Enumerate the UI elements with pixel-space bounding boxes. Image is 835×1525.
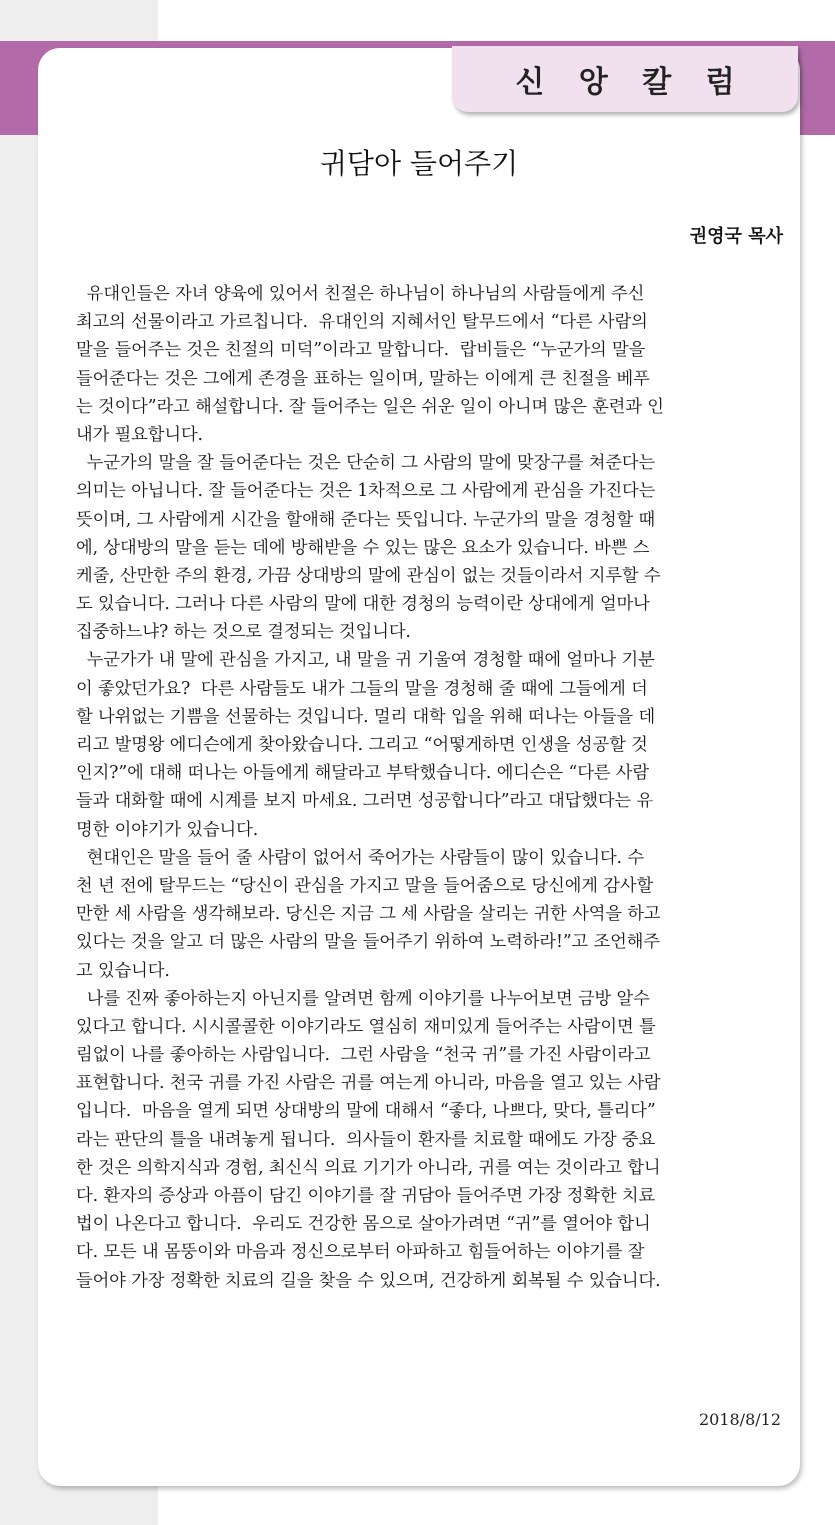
- body-line: 고 있습니다.: [76, 960, 170, 981]
- body-line: 림없이 나를 좋아하는 사람입니다. 그런 사람을 “천국 귀”를 가진 사람이라고: [76, 1045, 651, 1066]
- body-line: 천 년 전에 탈무드는 “당신이 관심을 가지고 말을 들어줌으로 당신에게 감사할: [76, 875, 654, 896]
- body-line: 유대인들은 자녀 양육에 있어서 친절은 하나님이 하나님의 사람들에게 주신: [76, 284, 645, 304]
- body-line: 들어준다는 것은 그에게 존경을 표하는 일이며, 말하는 이에게 큰 친절을 베푸: [76, 368, 650, 389]
- body-line: 들과 대화할 때에 시계를 보지 마세요. 그러면 성공합니다”라고 대답했다는 유: [76, 791, 654, 812]
- body-line: 말을 들어주는 것은 친절의 미덕”이라고 말합니다. 랍비들은 “누군가의 말을: [76, 340, 646, 361]
- body-line: 누군가가 내 말에 관심을 가지고, 내 말을 귀 기울여 경청할 때에 얼마나 기분: [76, 650, 655, 671]
- body-line: 있다고 합니다. 시시콜콜한 이야기라도 열심히 재미있게 들어주는 사람이면 틀: [76, 1016, 656, 1037]
- body-line: 현대인은 말을 들어 줄 사람이 없어서 죽어가는 사람들이 많이 있습니다. 수: [76, 847, 644, 868]
- column-category-tab: [452, 46, 798, 112]
- body-line: 입니다. 마음을 열게 되면 상대방의 말에 대해서 “좋다, 나쁘다, 맞다, 틀리다”: [76, 1101, 656, 1122]
- body-line: 만한 세 사람을 생각해보라. 당신은 지금 그 세 사람을 살리는 귀한 사역을 하고: [76, 904, 661, 925]
- body-line: 인지?”에 대해 떠나는 아들에게 해달라고 부탁했습니다. 에디슨은 “다른 사람: [76, 763, 649, 784]
- body-line: 케줄, 산만한 주의 환경, 가끔 상대방의 말에 관심이 없는 것들이라서 지루할 수: [76, 565, 661, 586]
- article-title: 귀담아 들어주기: [319, 147, 519, 180]
- body-line: 최고의 선물이라고 가르칩니다. 유대인의 지혜서인 탈무드에서 “다른 사람의: [76, 312, 648, 333]
- body-line: 리고 발명왕 에디슨에게 찾아왔습니다. 그리고 “어떻게하면 인생을 성공할 것: [76, 735, 648, 755]
- body-line: 라는 판단의 틀을 내려놓게 됩니다. 의사들이 환자를 치료할 때에도 가장 중요: [76, 1129, 656, 1150]
- body-line: 표현합니다. 천국 귀를 가진 사람은 귀를 여는게 아니라, 마음을 열고 있는 사람: [76, 1073, 661, 1094]
- column-category-label: 신 앙 칼 럼: [515, 65, 747, 100]
- body-line: 법이 나온다고 합니다. 우리도 건강한 몸으로 살아가려면 “귀”를 열어야 합니: [76, 1214, 651, 1235]
- article-body: [76, 280, 786, 1295]
- body-line: 누군가의 말을 잘 들어준다는 것은 단순히 그 사람의 말에 맞장구를 쳐준다는: [76, 453, 656, 474]
- article-author: 권영국 목사: [689, 226, 783, 247]
- body-line: 도 있습니다. 그러나 다른 사람의 말에 대한 경청의 능력이란 상대에게 얼마나: [76, 594, 650, 615]
- body-line: 한 것은 의학지식과 경험, 최신식 의료 기기가 아니라, 귀를 여는 것이라고 합니: [76, 1157, 661, 1178]
- body-line: 에, 상대방의 말을 듣는 데에 방해받을 수 있는 많은 요소가 있습니다. 바쁜 스: [76, 537, 650, 558]
- body-line: 의미는 아닙니다. 잘 들어준다는 것은 1차적으로 그 사람에게 관심을 가진다는: [76, 481, 656, 502]
- body-line: 들어야 가장 정확한 치료의 길을 찾을 수 있으며, 건강하게 회복될 수 있습니다.: [76, 1270, 661, 1291]
- body-line: 있다는 것을 알고 더 많은 사람의 말을 들어주기 위하여 노력하라!”고 조언해주: [76, 932, 660, 953]
- body-line: 는 것이다”라고 해설합니다. 잘 들어주는 일은 쉬운 일이 아니며 많은 훈련과 인: [76, 396, 664, 417]
- body-line: 뜻이며, 그 사람에게 시간을 할애해 준다는 뜻입니다. 누군가의 말을 경청할 때: [76, 509, 656, 530]
- body-line: 다. 모든 내 몸뚱이와 마음과 정신으로부터 아파하고 힘들어하는 이야기를 잘: [76, 1242, 645, 1263]
- body-line: 나를 진짜 좋아하는지 아닌지를 알려면 함께 이야기를 나누어보면 금방 알수: [76, 988, 650, 1009]
- body-line: 할 나위없는 기쁨을 선물하는 것입니다. 멀리 대학 입을 위해 떠나는 아들을 데: [76, 706, 656, 727]
- body-line: 내가 필요합니다.: [76, 424, 203, 445]
- body-line: 명한 이야기가 있습니다.: [76, 819, 259, 840]
- body-line: 다. 환자의 증상과 아픔이 담긴 이야기를 잘 귀담아 들어주면 가장 정확한 치료: [76, 1186, 656, 1206]
- article-date: 2018/8/12: [698, 1410, 781, 1429]
- body-line: 이 좋았던가요? 다른 사람들도 내가 그들의 말을 경청해 줄 때에 그들에게 더: [76, 678, 648, 699]
- body-line: 집중하느냐? 하는 것으로 결정되는 것입니다.: [76, 622, 411, 643]
